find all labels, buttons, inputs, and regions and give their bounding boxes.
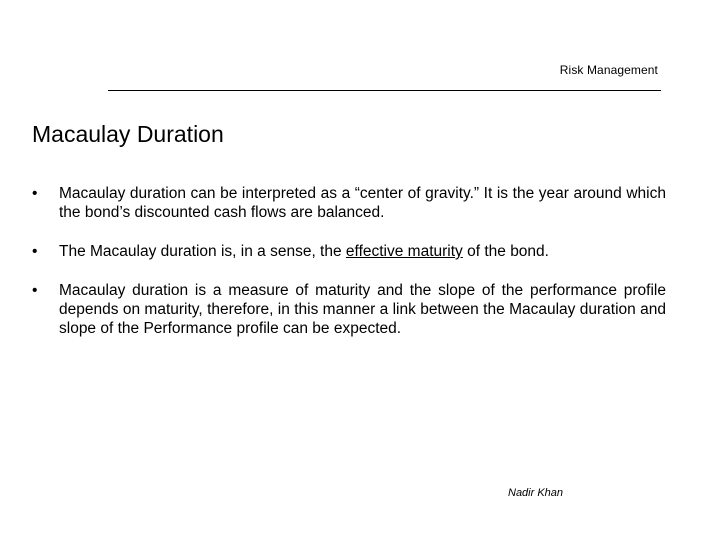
header-label: Risk Management: [559, 63, 658, 77]
bullet-item: [32, 242, 666, 261]
bullet-list: [32, 184, 666, 338]
bullet-text: Macaulay duration can be interpreted as a “center of gravity.” It is the year around which the bond’s discounted cash flows are balanced.: [59, 185, 666, 221]
bullet-marker: •: [32, 282, 38, 299]
bullet-text: Macaulay duration is a measure of maturity and the slope of the performance profile depends on maturity, therefore, in this manner a link between the Macaulay duration and slope of the Performance profile can be expected.: [59, 282, 666, 337]
bullet-item: [32, 281, 666, 338]
bullet-marker: •: [32, 185, 38, 202]
header-divider: [108, 90, 661, 91]
bullet-item: [32, 184, 666, 222]
bullet-text-after: of the bond.: [462, 243, 549, 260]
author-name: Nadir Khan: [508, 487, 564, 499]
bullet-text: [59, 243, 549, 260]
underlined-term: effective maturity: [345, 243, 463, 260]
bullet-marker: •: [32, 243, 38, 260]
bullet-text-before: The Macaulay duration is, in a sense, the: [59, 243, 346, 260]
slide-title: Macaulay Duration: [32, 121, 224, 147]
